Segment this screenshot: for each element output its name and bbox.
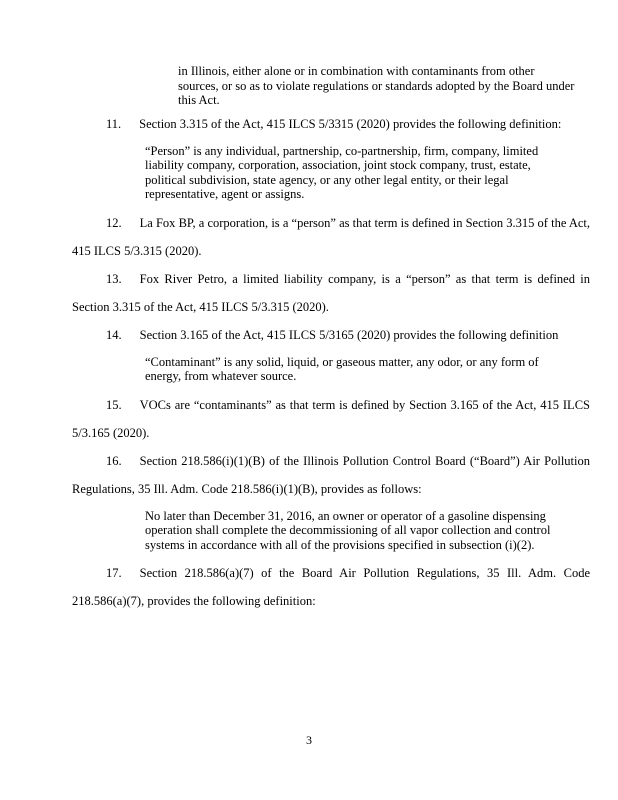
paragraph-number: 11. <box>106 116 122 131</box>
paragraph-number: 15. <box>106 397 122 412</box>
quoted-regulation-decommissioning: No later than December 31, 2016, an owner or operator of a gasoline dispensing operation shall complete the decommissioning of all vapor collection and control systems in accordance with all of the provisions specified in subsection (i)(2). <box>145 508 551 552</box>
numbered-paragraph-16 <box>72 447 590 503</box>
paragraph-text: Section 218.586(a)(7) of the Board Air Pollution Regulations, 35 Ill. Adm. Code 218.586(a)(7), provides the following definition: <box>72 566 590 608</box>
paragraph-number: 17. <box>106 566 122 580</box>
numbered-paragraph-13 <box>72 265 590 321</box>
paragraph-number: 14. <box>106 327 122 342</box>
paragraph-number: 13. <box>106 271 122 286</box>
numbered-paragraph-17 <box>72 559 590 615</box>
paragraph-text: La Fox BP, a corporation, is a “person” as that term is defined in Section 3.315 of the Act, 415 ILCS 5/3.315 (2020). <box>72 215 590 258</box>
quoted-definition-contaminant: “Contaminant” is any solid, liquid, or gaseous matter, any odor, or any form of energy, from whatever source. <box>145 354 539 383</box>
paragraph-number: 16. <box>106 453 122 468</box>
quoted-definition-person: “Person” is any individual, partnership, co-partnership, firm, company, limited liability company, corporation, association, joint stock company, trust, estate, political subdivision, state agency, or any other legal entity, or their legal representative, agent or assigns. <box>145 143 539 201</box>
numbered-paragraph-14 <box>72 321 590 349</box>
page-number: 3 <box>306 733 312 747</box>
paragraph-text: VOCs are “contaminants” as that term is defined by Section 3.165 of the Act, 415 ILCS 5/3.165 (2020). <box>72 397 590 440</box>
continuation-text: in Illinois, either alone or in combination with contaminants from other sources, or so as to violate regulations or standards adopted by the Board under this Act. <box>178 64 575 107</box>
paragraph-text: Fox River Petro, a limited liability company, is a “person” as that term is defined in Section 3.315 of the Act, 415 ILCS 5/3.315 (2020). <box>72 271 590 314</box>
paragraph-text: Section 3.315 of the Act, 415 ILCS 5/3315 (2020) provides the following definition: <box>139 116 562 131</box>
numbered-paragraph-15 <box>72 391 590 447</box>
paragraph-number: 12. <box>106 215 122 230</box>
paragraph-text: Section 3.165 of the Act, 415 ILCS 5/3165 (2020) provides the following definition <box>139 327 559 342</box>
numbered-paragraph-11 <box>72 110 590 138</box>
paragraph-text: Section 218.586(i)(1)(B) of the Illinois Pollution Control Board (“Board”) Air Pollution Regulations, 35 Ill. Adm. Code 218.586(i)(1)(B), provides as follows: <box>72 453 590 496</box>
numbered-paragraph-12 <box>72 209 590 265</box>
